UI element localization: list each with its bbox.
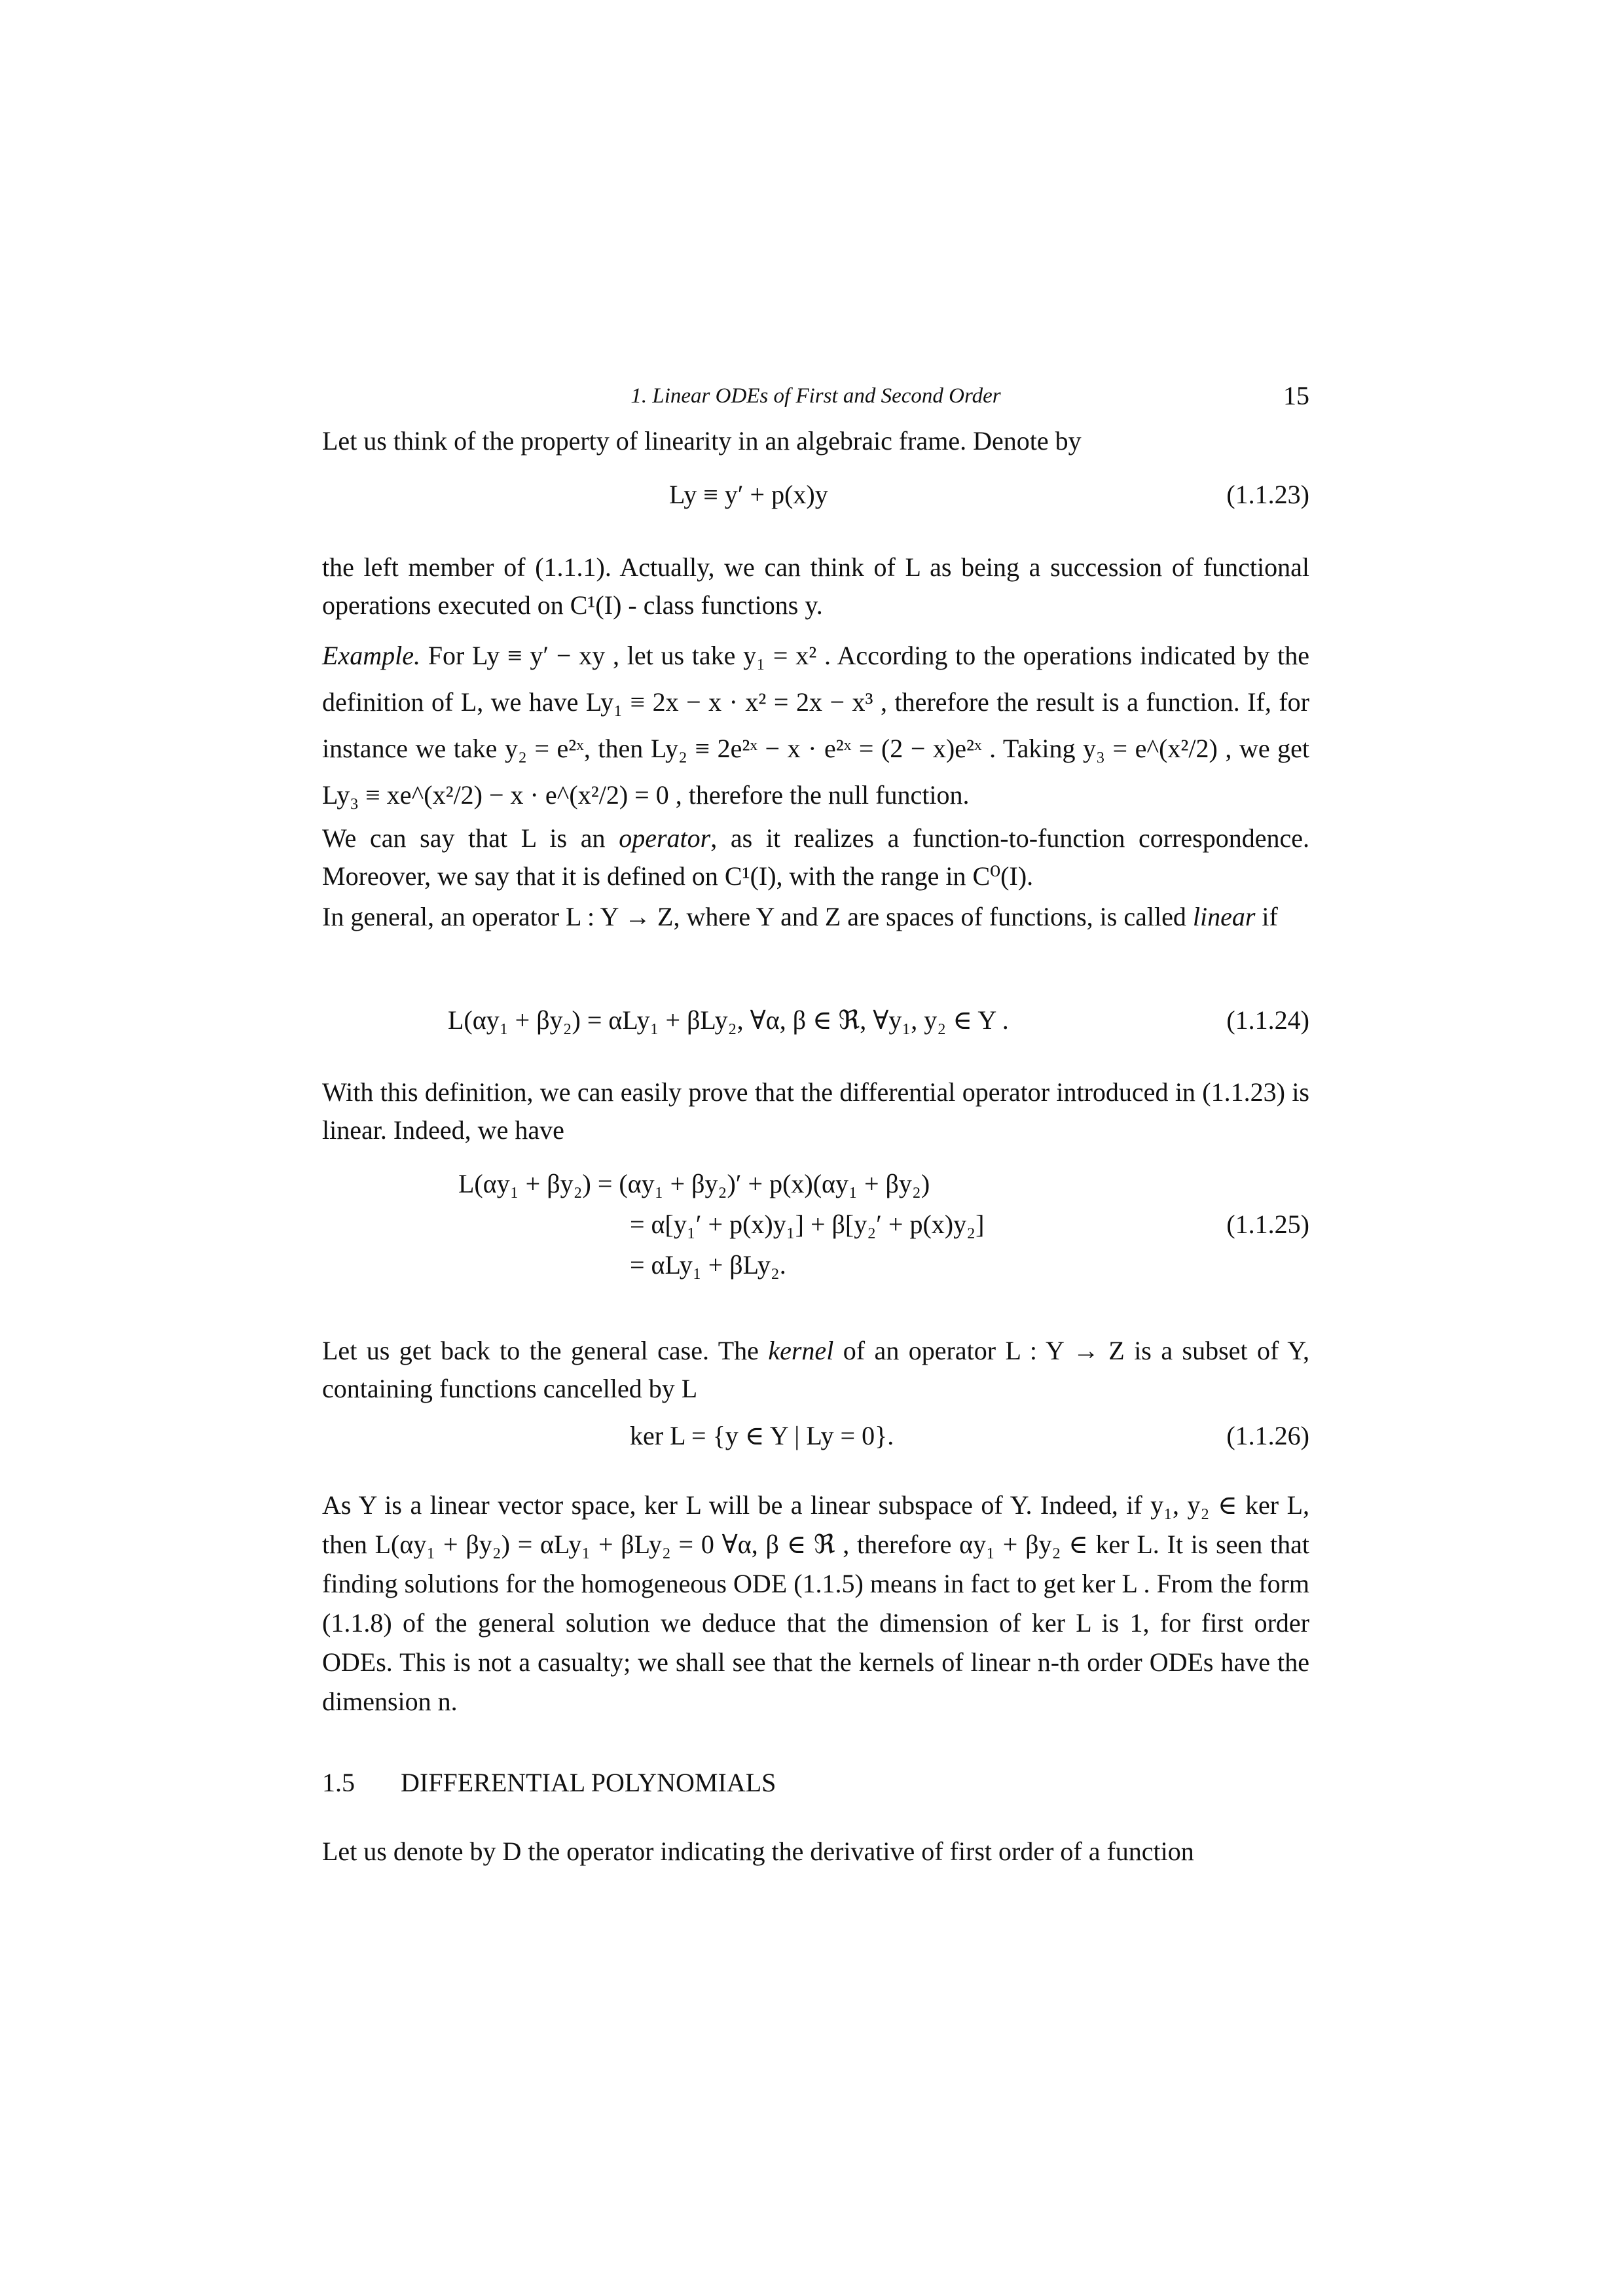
equation-1-1-24	[322, 1001, 1309, 1041]
example-label: Example.	[322, 641, 420, 670]
paragraph-definition: With this definition, we can easily prove that the differential operator introduced in (1.1.23) is linear. Indeed, we have	[322, 1077, 1309, 1145]
linear-term: linear	[1192, 902, 1256, 931]
equation-body: ker L = {y ∈ Y | Ly = 0}.	[630, 1421, 894, 1450]
paragraph-linear-def	[322, 898, 1309, 936]
equation-body: L(αy₁ + βy₂) = αLy₁ + βLy₂, ∀α, β ∈ ℜ, ∀y₁, y₂ ∈ Y .	[448, 1005, 1009, 1035]
operator-text-a: We can say that L is an	[322, 823, 606, 853]
linear-text-a: In general, an operator L : Y → Z, where Y and Z are spaces of functions, is called	[322, 902, 1186, 931]
kernel-text-a: Let us get back to the general case. The	[322, 1336, 759, 1365]
linear-text-b: if	[1262, 902, 1278, 931]
equation-number: (1.1.25)	[1226, 1210, 1309, 1239]
equation-1-1-26	[322, 1417, 1309, 1456]
operator-text-b: , as it realizes a function-to-function correspondence. Moreover, we say that it is defined on C¹(I), with the range in C⁰(I).	[322, 823, 1309, 891]
page-number: 15	[1283, 381, 1309, 410]
section-heading	[322, 1764, 776, 1802]
kernel-term: kernel	[768, 1336, 834, 1365]
equation-number: (1.1.24)	[1226, 1005, 1309, 1035]
running-header	[322, 373, 1309, 412]
kernel-text-b: of an operator L : Y → Z is a subset of Y, containing functions cancelled by L	[322, 1336, 1310, 1403]
paragraph-intro: Let us think of the property of linearity in an algebraic frame. Denote by	[322, 426, 1082, 456]
equation-1-1-23	[322, 476, 1309, 515]
paragraph-example	[322, 632, 1309, 818]
equation-line-3: = αLy₁ + βLy₂.	[630, 1250, 786, 1280]
chapter-title: 1. Linear ODEs of First and Second Order	[630, 384, 1001, 408]
paragraph-differential-operator: Let us denote by D the operator indicating the derivative of first order of a function	[322, 1837, 1194, 1866]
paragraph-operator	[322, 819, 1309, 895]
equation-body: Ly ≡ y′ + p(x)y	[669, 480, 828, 509]
paragraph-kernel	[322, 1332, 1309, 1408]
paragraph-left-member: the left member of (1.1.1). Actually, we can think of L as being a succession of functional operations executed on C¹(I) - class functions y.	[322, 552, 1309, 620]
operator-term: operator	[619, 823, 711, 853]
equation-line-1: L(αy₁ + βy₂) = (αy₁ + βy₂)′ + p(x)(αy₁ + βy₂)	[458, 1169, 930, 1198]
equation-line-2: = α[y₁′ + p(x)y₁] + β[y₂′ + p(x)y₂]	[630, 1210, 985, 1239]
example-text: For Ly ≡ y′ − xy , let us take y₁ = x² . According to the operations indicated by the definition of L, we have Ly₁ ≡ 2x − x · x² = 2x − x³ , therefore the result is a function. If, for instance we take y₂ = e²ˣ, then Ly₂ ≡ 2e²ˣ − x · e²ˣ = (2 − x)e²ˣ . Taking y₃ = e^(x²/2) , we get Ly₃ ≡ xe^(x²/2) − x · e^(x²/2) = 0 , therefore the null function.	[322, 641, 1310, 810]
equation-1-1-25	[322, 1165, 1309, 1296]
paragraph-subspace: As Y is a linear vector space, ker L will be a linear subspace of Y. Indeed, if y₁, y₂ ∈ ker L, then L(αy₁ + βy₂) = αLy₁ + βLy₂ = 0 ∀α, β ∈ ℜ , therefore αy₁ + βy₂ ∈ ker L. It is seen that finding solutions for the homogeneous ODE (1.1.5) means in fact to get ker L . From the form (1.1.8) of the general solution we deduce that the dimension of ker L is 1, for first order ODEs. This is not a casualty; we shall see that the kernels of linear n-th order ODEs have the dimension n.	[322, 1490, 1309, 1716]
section-number: 1.5	[322, 1768, 355, 1797]
equation-number: (1.1.23)	[1226, 480, 1309, 509]
equation-number: (1.1.26)	[1226, 1421, 1309, 1450]
section-title: DIFFERENTIAL POLYNOMIALS	[401, 1768, 776, 1797]
